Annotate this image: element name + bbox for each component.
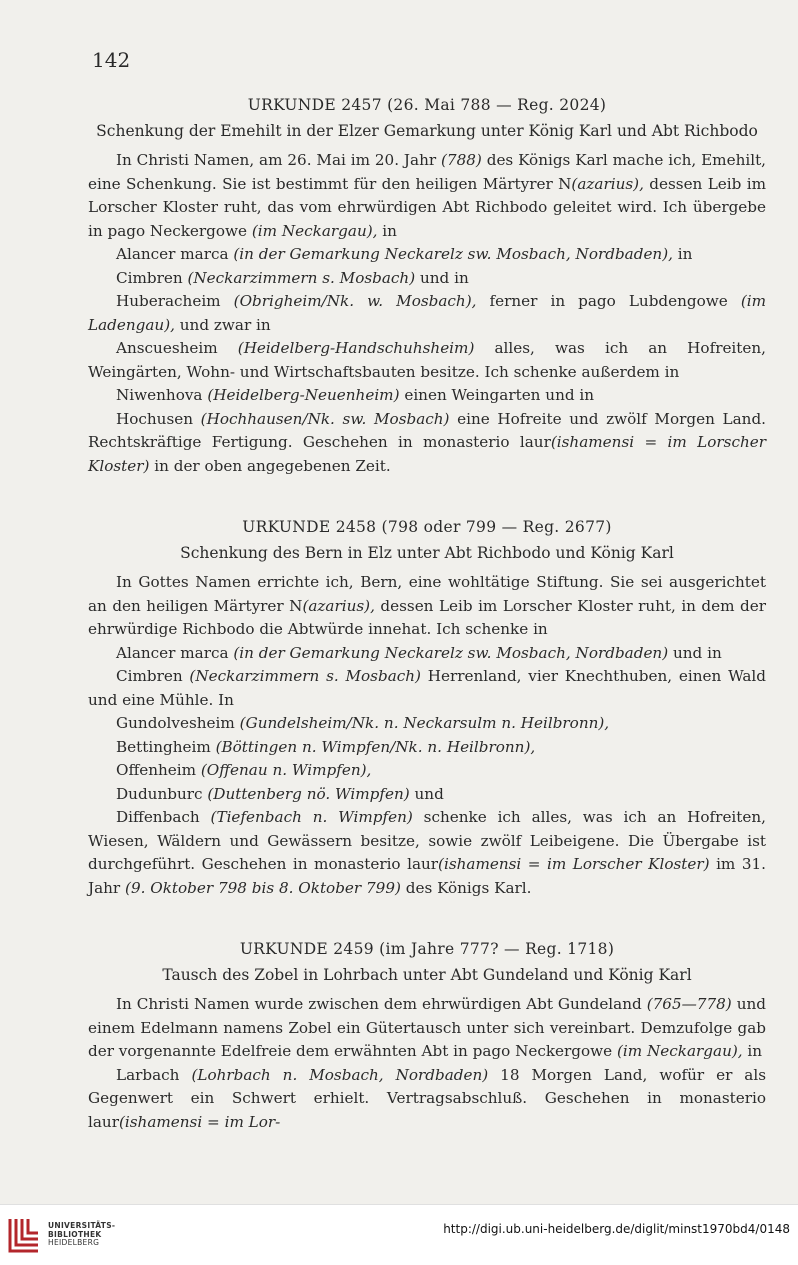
urkunde-2459 — [88, 938, 766, 1134]
paragraph: Anscuesheim (Heidelberg-Handschuhsheim) alles, was ich an Hofreiten, Weingärten, Wohn- und Wirtschaftsbauten besitze. Ich schenke außerdem in — [88, 339, 766, 381]
paragraph: Bettingheim (Böttingen n. Wimpfen/Nk. n. Heilbronn), — [116, 737, 536, 756]
paragraph: Cimbren (Neckarzimmern s. Mosbach) und in — [116, 268, 469, 287]
library-name: UNIVERSITÄTS- BIBLIOTHEK HEIDELBERG — [48, 1221, 116, 1247]
paragraph: Huberacheim (Obrigheim/Nk. w. Mosbach), ferner in pago Lubdengowe (im Ladengau), und zwar in — [88, 292, 766, 334]
urkunde-title: Schenkung des Bern in Elz unter Abt Richbodo und König Karl — [180, 543, 674, 562]
paragraph: Diffenbach (Tiefenbach n. Wimpfen) schenke ich alles, was ich an Hofreiten, Wiesen, Wäldern und Gewässern besitze, sowie zwölf Leibeigene. Die Übergabe ist durchgeführt. Geschehen in monasterio laur(ishamensi = im Lorscher Kloster) im 31. Jahr (9. Oktober 798 bis 8. Oktober 799) des Königs Karl. — [88, 808, 766, 897]
paragraph: In Christi Namen wurde zwischen dem ehrwürdigen Abt Gundeland (765—778) und einem Edelmann namens Zobel ein Gütertausch unter sich vereinbart. Demzufolge gab der vorgenannte Edelfreie dem erwähnten Abt in pago Neckergowe (im Neckargau), in — [88, 995, 766, 1060]
urkunde-2457 — [88, 94, 766, 478]
page-content — [88, 94, 766, 1134]
urkunde-title: Tausch des Zobel in Lohrbach unter Abt Gundeland und König Karl — [162, 965, 692, 984]
paragraph: Alancer marca (in der Gemarkung Neckarelz sw. Mosbach, Nordbaden), in — [116, 245, 693, 263]
urkunde-2458 — [88, 516, 766, 900]
paragraph: Larbach (Lohrbach n. Mosbach, Nordbaden) 18 Morgen Land, wofür er als Gegenwert ein Schwert erhielt. Vertragsabschluß. Geschehen in monasterio laur(ishamensi = im Lor- — [88, 1065, 767, 1131]
paragraph: Cimbren (Neckarzimmern s. Mosbach) Herrenland, vier Knechthuben, einen Wald und eine Mühle. In — [88, 667, 766, 709]
paragraph: Niwenhova (Heidelberg-Neuenheim) einen Weingarten und in — [116, 386, 595, 404]
university-library-logo-icon[interactable] — [6, 1215, 42, 1255]
urkunde-heading: URKUNDE 2457 (26. Mai 788 — Reg. 2024) — [247, 96, 607, 114]
urkunde-heading: URKUNDE 2458 (798 oder 799 — Reg. 2677) — [242, 518, 612, 536]
paragraph: Alancer marca (in der Gemarkung Neckarelz sw. Mosbach, Nordbaden) und in — [116, 643, 722, 662]
paragraph: Hochusen (Hochhausen/Nk. sw. Mosbach) eine Hofreite und zwölf Morgen Land. Rechtskräftige Fertigung. Geschehen in monasterio laur(ishamensi = im Lorscher Kloster) in der oben angegebenen Zeit. — [88, 409, 766, 475]
paragraph: In Gottes Namen errichte ich, Bern, eine wohltätige Stiftung. Sie sei ausgerichtet an den heiligen Märtyrer N(azarius), dessen Leib im Lorscher Kloster ruht, in dem der ehrwürdige Richbodo die Abtwürde innehat. Ich schenke in — [88, 573, 766, 638]
page-number: 142 — [92, 48, 131, 72]
urkunde-heading: URKUNDE 2459 (im Jahre 777? — Reg. 1718) — [239, 940, 615, 958]
viewer-footer — [0, 1204, 798, 1265]
urkunde-title: Schenkung der Emehilt in der Elzer Gemarkung unter König Karl und Abt Richbodo — [96, 121, 758, 140]
paragraph: In Christi Namen, am 26. Mai im 20. Jahr (788) des Königs Karl mache ich, Emehilt, eine Schenkung. Sie ist bestimmt für den heiligen Märtyrer N(azarius), dessen Leib im Lorscher Kloster ruht, das vom ehrwürdigen Abt Richbodo geleitet wird. Ich übergebe in pago Neckergowe (im Neckargau), in — [88, 151, 766, 240]
permalink-url[interactable]: http://digi.ub.uni-heidelberg.de/diglit/minst1970bd4/0148 — [443, 1222, 790, 1236]
paragraph: Dudunburc (Duttenberg nö. Wimpfen) und — [116, 784, 444, 803]
paragraph: Gundolvesheim (Gundelsheim/Nk. n. Neckarsulm n. Heilbronn), — [116, 714, 610, 732]
paragraph: Offenheim (Offenau n. Wimpfen), — [116, 761, 372, 779]
